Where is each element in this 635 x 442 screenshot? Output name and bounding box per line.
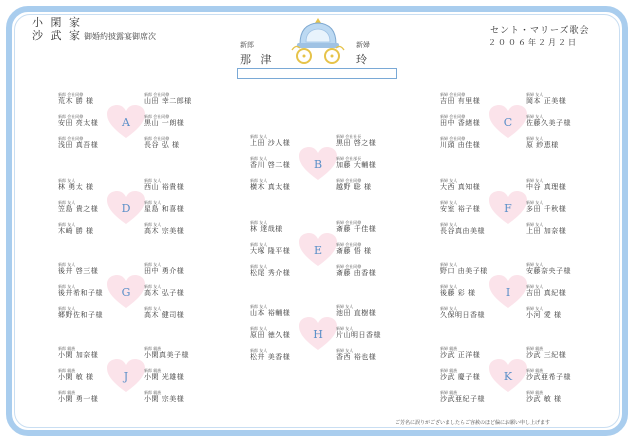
table-g xyxy=(58,262,198,326)
guest-seat xyxy=(58,222,126,236)
guest-name: 佐藤久美子様 xyxy=(526,119,571,127)
table-j xyxy=(58,346,198,410)
guest-relation: 新郎 友人 xyxy=(58,178,76,183)
guest-relation: 新婦 友人 xyxy=(440,306,458,311)
guest-seat xyxy=(250,326,318,340)
guest-name: 高木 宗美様 xyxy=(144,227,185,235)
guest-seat xyxy=(440,114,508,128)
table-d xyxy=(58,178,198,242)
table-c xyxy=(440,92,580,156)
guest-seat xyxy=(440,346,508,360)
guest-seat xyxy=(336,178,404,192)
guest-seat xyxy=(250,156,318,170)
guest-relation: 新婦 友人 xyxy=(526,136,544,141)
guest-relation: 新婦 友人 xyxy=(440,222,458,227)
bride-block xyxy=(356,40,370,67)
guest-name: 松井 美香様 xyxy=(250,353,291,361)
guest-relation: 新婦 会社同僚 xyxy=(440,136,466,141)
guest-relation: 新婦 会社同僚 xyxy=(440,92,466,97)
guest-relation: 新婦 会社同僚 xyxy=(440,114,466,119)
guest-relation: 新郎 会社同僚 xyxy=(58,136,84,141)
guest-name: 小閑 敏 様 xyxy=(58,373,94,381)
guest-relation: 新婦 会社社長 xyxy=(336,134,362,139)
guest-relation: 新婦 友人 xyxy=(526,222,544,227)
guest-seat xyxy=(526,178,594,192)
guest-relation: 新婦 会社部長 xyxy=(336,156,362,161)
guest-name: 岡本 正美様 xyxy=(526,97,567,105)
table-k xyxy=(440,346,580,410)
guest-name: 林 勇太 様 xyxy=(58,183,94,191)
guest-seat xyxy=(440,222,508,236)
guest-name: 斎藤 由香様 xyxy=(336,269,377,277)
guest-seat xyxy=(58,284,126,298)
guest-name: 小閑 光雄様 xyxy=(144,373,185,381)
guest-name: 小閑 宗美様 xyxy=(144,395,185,403)
guest-seat xyxy=(144,306,212,320)
guest-seat xyxy=(144,262,212,276)
event-date: ２００６年２月２日 xyxy=(488,38,578,47)
guest-name: 吉田 有里様 xyxy=(440,97,481,105)
guest-seat xyxy=(440,200,508,214)
guest-relation: 新郎 友人 xyxy=(250,264,268,269)
guest-relation: 新郎 友人 xyxy=(58,222,76,227)
guest-relation: 新郎 友人 xyxy=(250,304,268,309)
guest-seat xyxy=(250,264,318,278)
guest-relation: 新郎 友人 xyxy=(58,262,76,267)
guest-relation: 新婦 親族 xyxy=(526,368,544,373)
guest-seat xyxy=(250,134,318,148)
guest-seat xyxy=(250,220,318,234)
guest-name: 沙武 慶子様 xyxy=(440,373,481,381)
guest-seat xyxy=(58,92,126,106)
guest-seat xyxy=(440,262,508,276)
guest-name: 木崎 勝 様 xyxy=(58,227,94,235)
guest-relation: 新婦 友人 xyxy=(440,284,458,289)
guest-seat xyxy=(58,262,126,276)
guest-relation: 新郎 会社同僚 xyxy=(144,92,170,97)
guest-seat xyxy=(336,348,404,362)
table-letter: E xyxy=(313,244,323,257)
guest-name: 安藤奈央子様 xyxy=(526,267,571,275)
guest-relation: 新郎 友人 xyxy=(58,284,76,289)
guest-name: 上田 沙人様 xyxy=(250,139,291,147)
groom-family-name: 小 閑 家 xyxy=(32,16,82,29)
guest-relation: 新婦 友人 xyxy=(526,114,544,119)
guest-seat xyxy=(336,326,404,340)
guest-name: 横木 真太様 xyxy=(250,183,291,191)
guest-relation: 新婦 友人 xyxy=(526,284,544,289)
guest-name: 松尾 秀介様 xyxy=(250,269,291,277)
guest-seat xyxy=(144,114,212,128)
guest-relation: 新婦 親族 xyxy=(440,368,458,373)
guest-name: 後井希和子様 xyxy=(58,289,103,297)
carriage-icon xyxy=(288,14,348,66)
guest-name: 黒田 啓之様 xyxy=(336,139,377,147)
guest-name: 沙武 三紀様 xyxy=(526,351,567,359)
guest-relation: 新婦 親族 xyxy=(440,390,458,395)
guest-seat xyxy=(58,346,126,360)
table-i xyxy=(440,262,580,326)
guest-name: 大塚 隆平様 xyxy=(250,247,291,255)
table-f xyxy=(440,178,580,242)
guest-name: 小閑真美子様 xyxy=(144,351,189,359)
guest-seat xyxy=(440,368,508,382)
groom-block xyxy=(240,40,275,67)
table-letter: D xyxy=(121,202,131,215)
guest-seat xyxy=(526,114,594,128)
guest-name: 小閑 勇一様 xyxy=(58,395,99,403)
guest-name: 大西 真知様 xyxy=(440,183,481,191)
guest-relation: 新婦 友人 xyxy=(526,306,544,311)
table-e xyxy=(250,220,390,284)
guest-name: 星島 和喜様 xyxy=(144,205,185,213)
guest-name: 荒木 勝 様 xyxy=(58,97,94,105)
guest-name: 越野 聡 様 xyxy=(336,183,372,191)
document-subtitle: 御婚約披露宴御席次 xyxy=(84,32,156,41)
guest-name: 林 達哉様 xyxy=(250,225,283,233)
guest-name: 西山 裕貴様 xyxy=(144,183,185,191)
guest-seat xyxy=(440,92,508,106)
guest-name: 片山明日香様 xyxy=(336,331,381,339)
groom-name: 那 津 xyxy=(240,53,275,66)
guest-relation: 新婦 友人 xyxy=(440,200,458,205)
guest-name: 浅田 真吾様 xyxy=(58,141,99,149)
guest-seat xyxy=(144,284,212,298)
guest-relation: 新郎 友人 xyxy=(144,262,162,267)
guest-name: 後井 啓三様 xyxy=(58,267,99,275)
guest-name: 安室 裕子様 xyxy=(440,205,481,213)
guest-seat xyxy=(440,306,508,320)
table-letter: F xyxy=(504,202,512,215)
guest-seat xyxy=(526,368,594,382)
guest-seat xyxy=(58,136,126,150)
guest-seat xyxy=(526,284,594,298)
guest-name: 田中 勇介様 xyxy=(144,267,185,275)
guest-name: 郷野佐和子様 xyxy=(58,311,103,319)
table-a xyxy=(58,92,198,156)
guest-name: 吉田 真紀様 xyxy=(526,289,567,297)
guest-relation: 新郎 会社同僚 xyxy=(144,114,170,119)
bride-family-name: 沙 武 家 xyxy=(32,29,82,42)
guest-relation: 新婦 会社同僚 xyxy=(336,220,362,225)
guest-name: 田中 香緒様 xyxy=(440,119,481,127)
guest-relation: 新郎 会社同僚 xyxy=(58,92,84,97)
guest-name: 小閑 加奈様 xyxy=(58,351,99,359)
guest-name: 沙武亜希子様 xyxy=(526,373,571,381)
family-names xyxy=(32,16,82,42)
table-letter: K xyxy=(503,370,513,383)
guest-name: 斎藤 千佳様 xyxy=(336,225,377,233)
table-letter: A xyxy=(122,116,130,129)
guest-name: 加藤 大輔様 xyxy=(336,161,377,169)
guest-seat xyxy=(250,178,318,192)
guest-name: 沙武 敏 様 xyxy=(526,395,562,403)
guest-name: 高木 健司様 xyxy=(144,311,185,319)
guest-name: 沙武 正洋様 xyxy=(440,351,481,359)
guest-name: 沙武亜紀子様 xyxy=(440,395,485,403)
footnote: ご芳名に誤りがございましたらご容赦のほど偏にお願い申し上げます xyxy=(395,420,551,426)
guest-relation: 新婦 友人 xyxy=(440,178,458,183)
guest-seat xyxy=(440,284,508,298)
guest-name: 川頭 由佳様 xyxy=(440,141,481,149)
guest-name: 原 紗恵様 xyxy=(526,141,559,149)
guest-relation: 新郎 友人 xyxy=(250,178,268,183)
table-letter: C xyxy=(503,116,513,129)
guest-relation: 新婦 友人 xyxy=(526,262,544,267)
guest-seat xyxy=(144,390,212,404)
guest-relation: 新婦 友人 xyxy=(526,178,544,183)
guest-relation: 新郎 親族 xyxy=(58,368,76,373)
guest-seat xyxy=(440,136,508,150)
guest-seat xyxy=(440,178,508,192)
guest-seat xyxy=(526,200,594,214)
guest-relation: 新婦 会社同僚 xyxy=(336,242,362,247)
groom-label: 新郎 xyxy=(240,41,254,49)
guest-relation: 新婦 親族 xyxy=(526,390,544,395)
guest-name: 中谷 真理様 xyxy=(526,183,567,191)
guest-relation: 新郎 友人 xyxy=(144,178,162,183)
table-letter: H xyxy=(313,328,323,341)
guest-seat xyxy=(144,222,212,236)
guest-seat xyxy=(336,242,404,256)
guest-name: 香川 啓二様 xyxy=(250,161,291,169)
table-letter: I xyxy=(505,286,511,299)
guest-name: 野口 由美子様 xyxy=(440,267,488,275)
guest-relation: 新郎 友人 xyxy=(58,306,76,311)
guest-name: 池田 直樹様 xyxy=(336,309,377,317)
guest-relation: 新郎 友人 xyxy=(250,134,268,139)
guest-relation: 新郎 友人 xyxy=(144,284,162,289)
bride-name: 玲 xyxy=(356,53,370,66)
guest-name: 高木 弘子様 xyxy=(144,289,185,297)
guest-seat xyxy=(250,348,318,362)
table-b xyxy=(250,134,390,198)
guest-name: 小河 愛 様 xyxy=(526,311,562,319)
guest-seat xyxy=(526,262,594,276)
guest-name: 斎藤 悟 様 xyxy=(336,247,372,255)
guest-relation: 新婦 友人 xyxy=(440,262,458,267)
guest-seat xyxy=(58,390,126,404)
guest-relation: 新郎 友人 xyxy=(58,200,76,205)
guest-relation: 新婦 親族 xyxy=(440,346,458,351)
table-letter: B xyxy=(313,158,323,171)
guest-seat xyxy=(144,178,212,192)
guest-seat xyxy=(144,200,212,214)
guest-seat xyxy=(144,92,212,106)
guest-relation: 新婦 会社同僚 xyxy=(336,264,362,269)
guest-relation: 新郎 友人 xyxy=(144,222,162,227)
guest-relation: 新郎 親族 xyxy=(58,346,76,351)
guest-seat xyxy=(58,368,126,382)
guest-relation: 新郎 親族 xyxy=(144,390,162,395)
main-table-bar xyxy=(237,68,397,79)
guest-name: 後藤 彩 様 xyxy=(440,289,476,297)
guest-seat xyxy=(144,346,212,360)
guest-relation: 新郎 友人 xyxy=(250,156,268,161)
guest-relation: 新婦 友人 xyxy=(336,348,354,353)
guest-name: 笠島 貴之様 xyxy=(58,205,99,213)
guest-relation: 新郎 友人 xyxy=(250,326,268,331)
guest-seat xyxy=(526,390,594,404)
guest-seat xyxy=(336,264,404,278)
guest-relation: 新婦 友人 xyxy=(336,326,354,331)
guest-seat xyxy=(440,390,508,404)
guest-seat xyxy=(250,304,318,318)
guest-seat xyxy=(526,92,594,106)
guest-relation: 新郎 会社同僚 xyxy=(144,136,170,141)
guest-seat xyxy=(336,304,404,318)
guest-name: 上田 加奈様 xyxy=(526,227,567,235)
guest-seat xyxy=(336,134,404,148)
guest-seat xyxy=(58,114,126,128)
guest-name: 安田 亮太様 xyxy=(58,119,99,127)
guest-relation: 新郎 会社同僚 xyxy=(58,114,84,119)
guest-name: 黒山 一朗様 xyxy=(144,119,185,127)
guest-name: 久保明日香様 xyxy=(440,311,485,319)
table-letter: G xyxy=(121,286,131,299)
guest-relation: 新郎 親族 xyxy=(58,390,76,395)
guest-relation: 新郎 友人 xyxy=(144,306,162,311)
guest-seat xyxy=(336,156,404,170)
guest-relation: 新婦 友人 xyxy=(526,92,544,97)
guest-name: 原田 徳久様 xyxy=(250,331,291,339)
guest-seat xyxy=(58,306,126,320)
guest-relation: 新郎 友人 xyxy=(250,242,268,247)
guest-seat xyxy=(526,346,594,360)
table-h xyxy=(250,304,390,368)
guest-name: 長谷 弘 様 xyxy=(144,141,180,149)
guest-seat xyxy=(144,136,212,150)
guest-seat xyxy=(58,200,126,214)
guest-relation: 新郎 友人 xyxy=(144,200,162,205)
guest-relation: 新郎 友人 xyxy=(250,220,268,225)
guest-relation: 新婦 友人 xyxy=(336,304,354,309)
guest-relation: 新郎 友人 xyxy=(250,348,268,353)
table-letter: J xyxy=(123,370,129,383)
guest-seat xyxy=(250,242,318,256)
guest-name: 香西 裕也様 xyxy=(336,353,377,361)
guest-relation: 新婦 会社同僚 xyxy=(336,178,362,183)
guest-relation: 新婦 友人 xyxy=(526,200,544,205)
guest-relation: 新郎 親族 xyxy=(144,346,162,351)
guest-seat xyxy=(58,178,126,192)
guest-name: 山田 幸二郎様 xyxy=(144,97,192,105)
guest-name: 長谷真由美様 xyxy=(440,227,485,235)
guest-seat xyxy=(526,222,594,236)
guest-seat xyxy=(336,220,404,234)
guest-seat xyxy=(144,368,212,382)
guest-name: 山本 裕輔様 xyxy=(250,309,291,317)
guest-seat xyxy=(526,136,594,150)
guest-relation: 新郎 親族 xyxy=(144,368,162,373)
bride-label: 新婦 xyxy=(356,41,370,49)
venue-name: セント・マリーズ歌会 xyxy=(490,26,590,36)
guest-name: 多田 千秋様 xyxy=(526,205,567,213)
guest-relation: 新婦 親族 xyxy=(526,346,544,351)
guest-seat xyxy=(526,306,594,320)
